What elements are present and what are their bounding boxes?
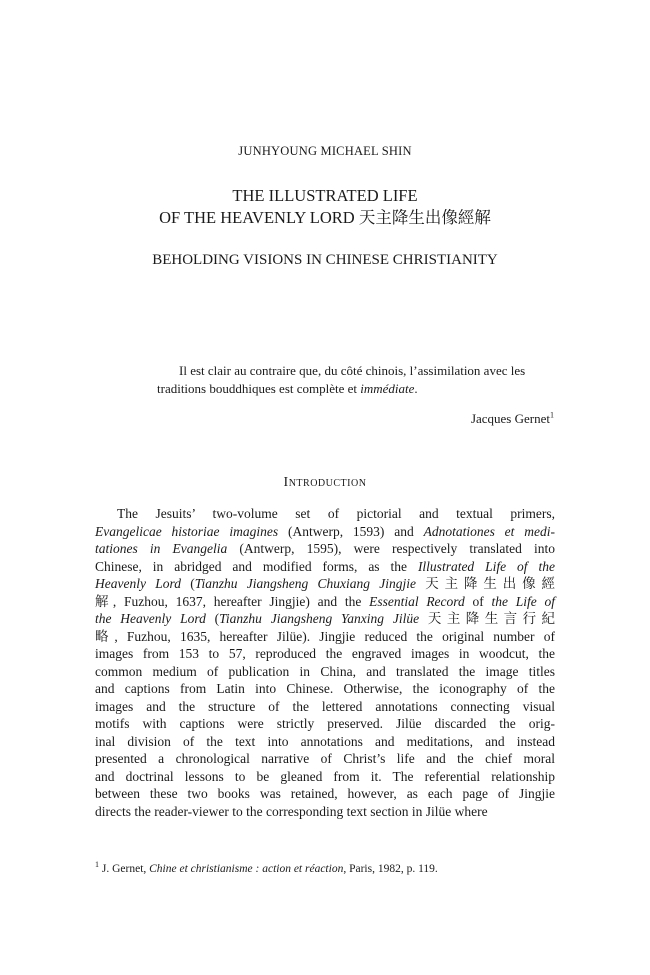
chapter-title-line-1: THE ILLUSTRATED LIFE: [232, 186, 418, 205]
body-line: 略, Fuzhou, 1635, hereafter Jilüe). Jingjie reduced the original number of: [95, 628, 555, 644]
book-title: the Heavenly Lord: [95, 611, 206, 626]
epigraph-attribution: [157, 411, 554, 427]
body-text: 天主降生出像經: [415, 576, 555, 591]
book-title: tationes in Evangelia: [95, 541, 228, 556]
body-line: motifs with captions were strictly preserved. Jilüe discarded the orig-: [95, 716, 555, 731]
chapter-title: [0, 185, 650, 229]
body-line: The Jesuits’ two-volume set of pictorial and textual primers,: [117, 506, 555, 521]
body-line: directs the reader-viewer to the corresponding text section in Jilüe where: [95, 803, 488, 819]
body-text: (: [205, 611, 220, 626]
chapter-title-line-2: OF THE HEAVENLY LORD 天主降生出像經解: [159, 208, 491, 227]
body-text: Chinese, in abridged and modified forms, as the: [95, 558, 418, 574]
body-line: common medium of publication in China, and translated the image titles: [95, 663, 555, 679]
body-line: [95, 575, 555, 593]
footnote-book-title: Chine et christianisme : action et réaction: [149, 863, 344, 875]
book-title: Tianzhu Jiangsheng Yanxing Jilüe: [219, 611, 420, 626]
body-line: [95, 540, 555, 558]
book-title: Tianzhu Jiangsheng Chuxiang Jingjie: [194, 576, 416, 591]
body-line: presented a chronological narrative of Christ’s life and the chief moral: [95, 751, 555, 766]
body-text: 解, Fuzhou, 1637, hereafter Jingjie) and the: [95, 593, 370, 609]
footnote: [95, 862, 555, 877]
epigraph-text: traditions bouddhiques est complète et: [157, 381, 361, 396]
body-line: [95, 610, 555, 628]
section-heading: Introduction: [283, 475, 367, 490]
body-line: images and the structure of the lettered annotations connecting visual: [95, 698, 555, 714]
body-line: and captions from Latin into Chinese. Otherwise, the iconography of the: [95, 681, 555, 696]
book-title: the Life of: [491, 593, 555, 609]
body-line: inal division of the text into annotations and meditations, and instead: [95, 733, 555, 749]
epigraph-end: .: [414, 381, 418, 396]
body-line: between these two books was retained, however, as each page of Jingjie: [95, 786, 555, 801]
epigraph-line-1: Il est clair au contraire que, du côté chinois, l’assimilation avec les: [179, 363, 526, 378]
footnote-citation: , Paris, 1982, p. 119.: [343, 863, 438, 875]
epigraph: [157, 362, 554, 398]
footnote-ref[interactable]: 1: [550, 410, 554, 420]
body-line: images from 153 to 57, reproduced the engraved images in woodcut, the: [95, 646, 555, 661]
book-title: Adnotationes et medi-: [423, 523, 555, 539]
book-title: Illustrated Life of the: [417, 558, 555, 574]
body-line: and doctrinal lessons to be gleaned from it. The referential relationship: [95, 768, 555, 784]
body-text: (Antwerp, 1595), were respectively translated into: [227, 541, 556, 556]
body-line: [95, 523, 555, 541]
body-paragraph: [95, 505, 555, 820]
book-title: Evangelicae historiae imagines: [95, 523, 279, 539]
epigraph-line-2: [157, 380, 554, 398]
body-line: [95, 593, 555, 611]
footnote-text: J. Gernet,: [99, 863, 150, 875]
body-text: 天主降生言行紀: [419, 611, 555, 626]
body-text: (Antwerp, 1593) and: [278, 523, 424, 539]
book-title: Heavenly Lord: [95, 576, 181, 591]
footnote-number: 1: [95, 860, 99, 870]
body-text: (: [180, 576, 195, 591]
book-title: Essential Record: [369, 593, 465, 609]
body-text: of: [464, 593, 492, 609]
attribution-name: Jacques Gernet: [470, 411, 550, 426]
body-line: [95, 558, 555, 576]
epigraph-emphasis: immédiate: [360, 381, 415, 396]
author-name: JUNHYOUNG MICHAEL SHIN: [238, 144, 412, 158]
chapter-subtitle: BEHOLDING VISIONS IN CHINESE CHRISTIANITY: [152, 252, 498, 268]
